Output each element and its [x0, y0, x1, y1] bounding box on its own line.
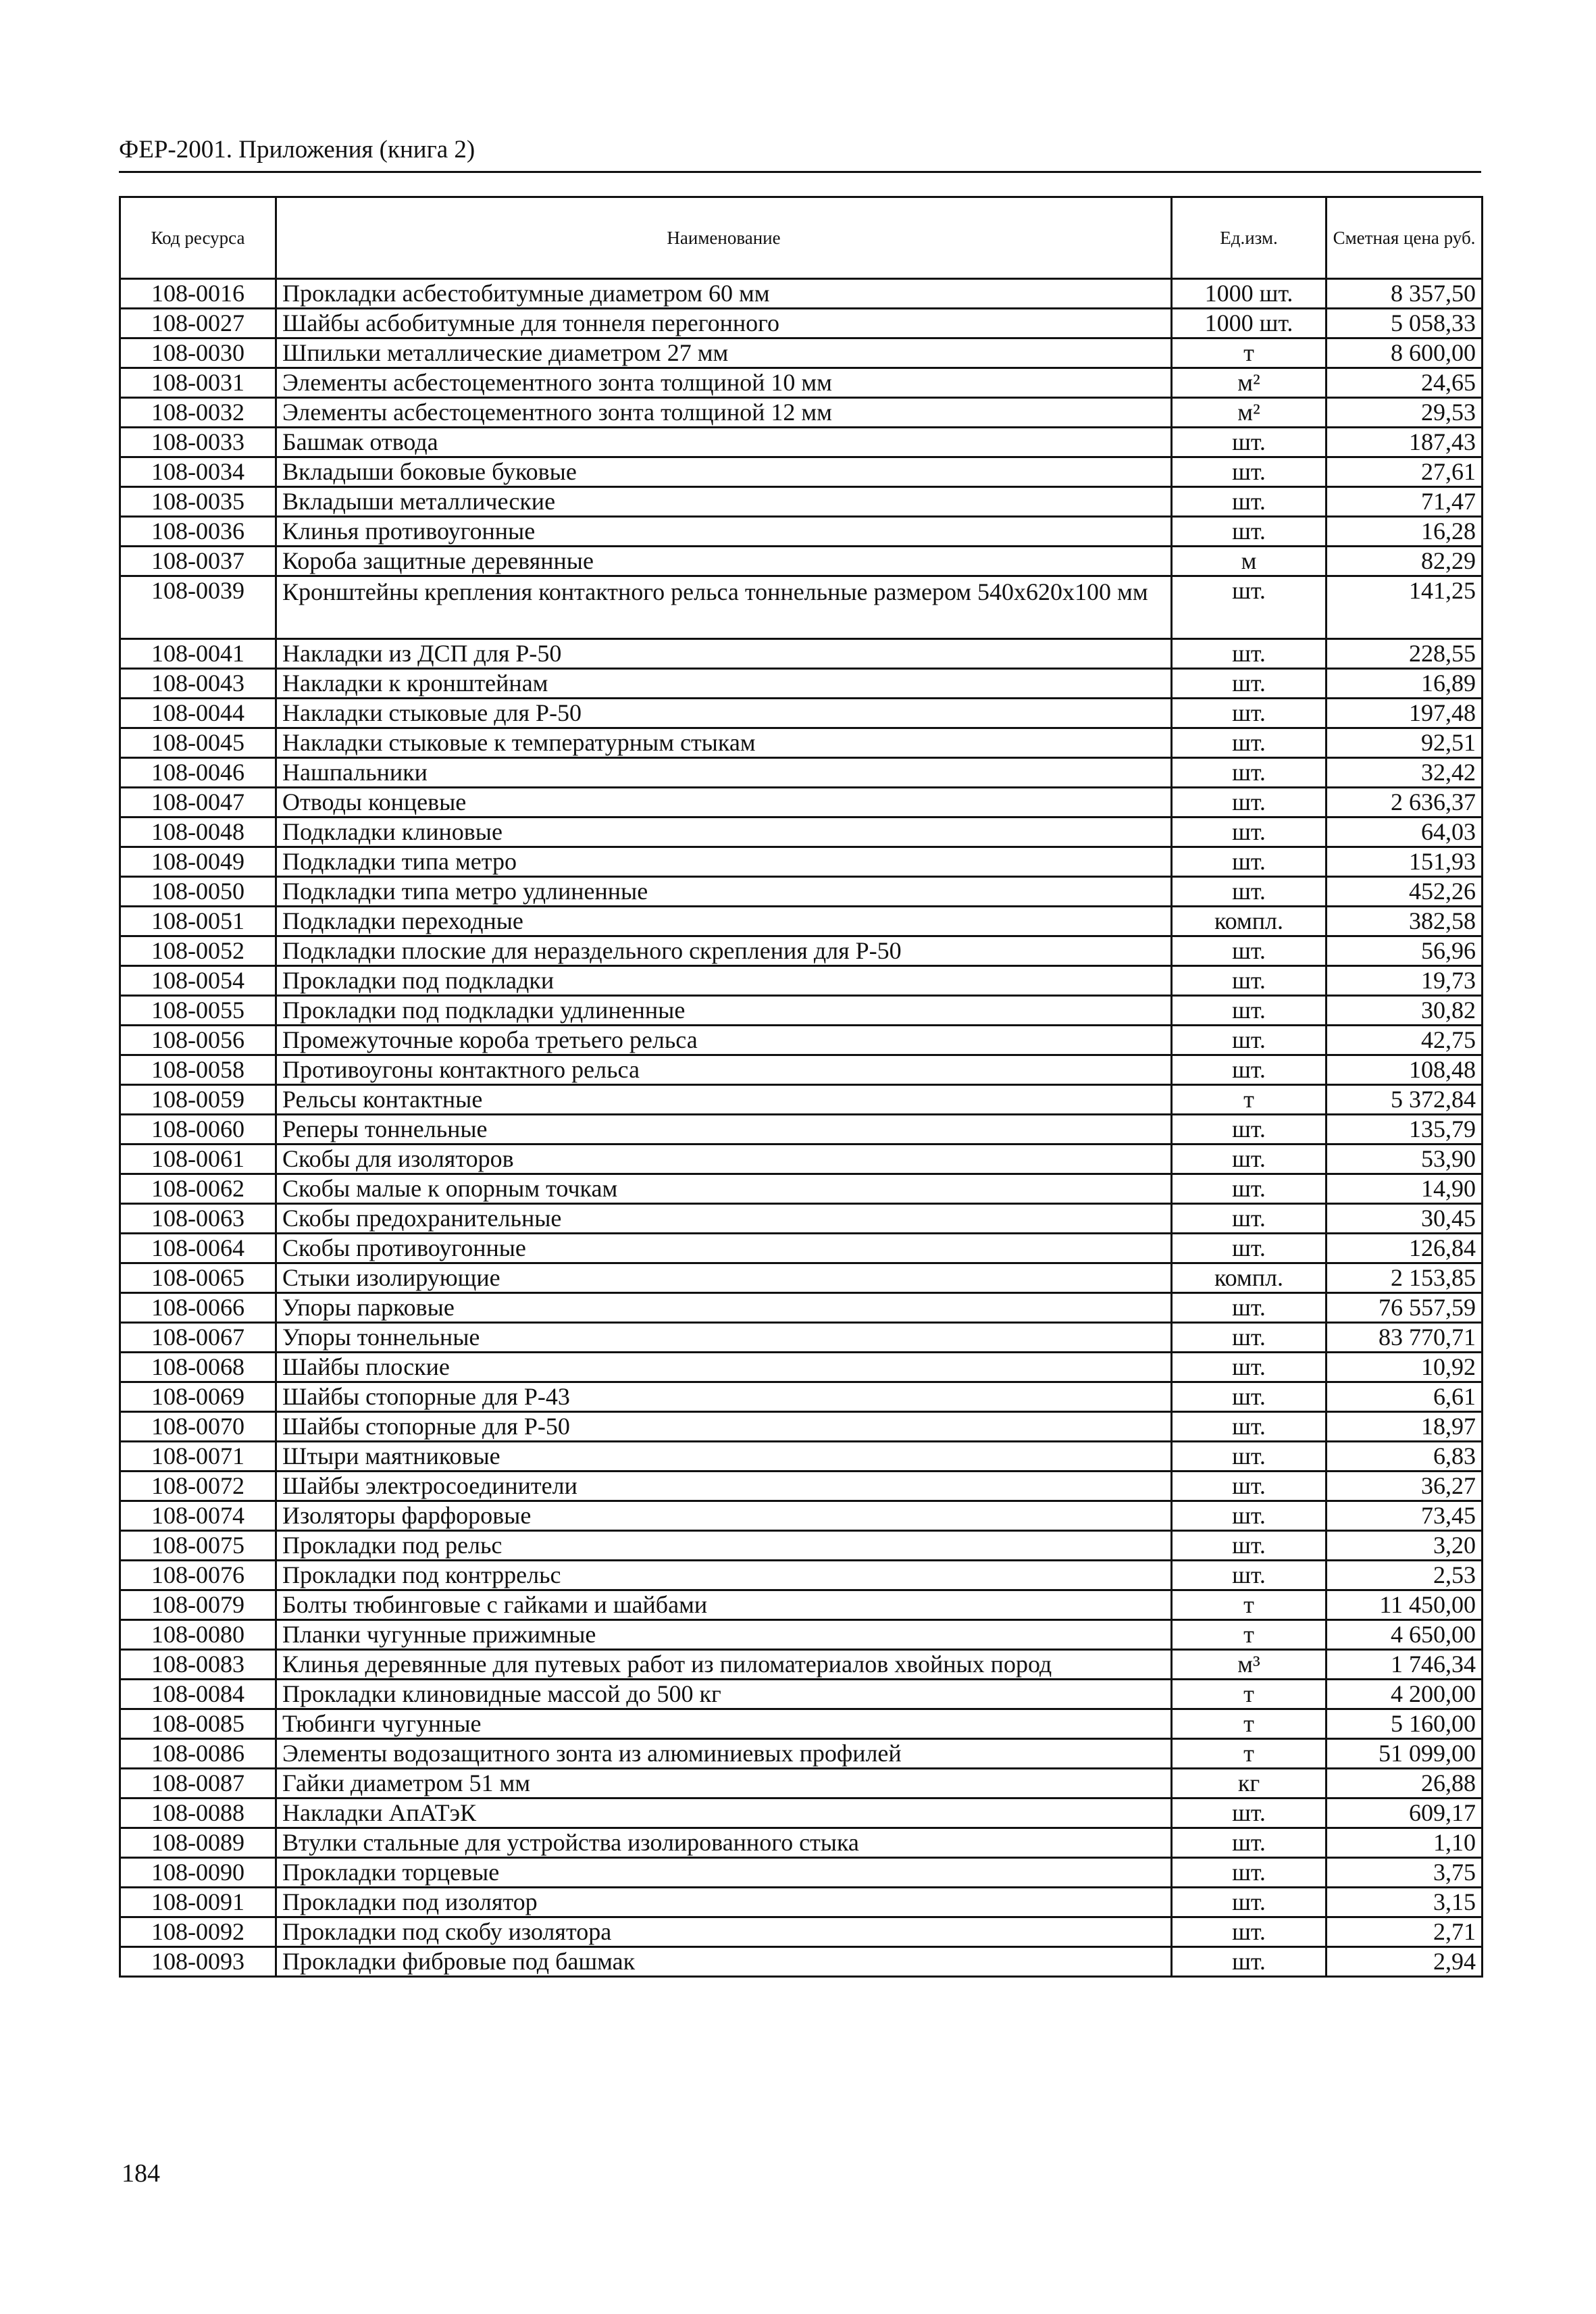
cell-price: 1 746,34	[1327, 1650, 1483, 1680]
cell-code: 108-0088	[120, 1799, 276, 1828]
table-row	[120, 309, 1483, 338]
cell-name: Шайбы асбобитумные для тоннеля перегонного	[276, 309, 1172, 338]
table-row	[120, 457, 1483, 487]
table-row	[120, 1828, 1483, 1858]
table-row	[120, 1947, 1483, 1977]
cell-code: 108-0061	[120, 1145, 276, 1174]
cell-code: 108-0055	[120, 996, 276, 1026]
cell-unit: шт.	[1172, 1947, 1327, 1977]
cell-price: 16,89	[1327, 669, 1483, 699]
cell-unit: шт.	[1172, 1145, 1327, 1174]
cell-name: Кронштейны крепления контактного рельса тоннельные размером 540x620x100 мм	[276, 576, 1172, 639]
table-row	[120, 1799, 1483, 1828]
cell-name: Стыки изолирующие	[276, 1263, 1172, 1293]
cell-code: 108-0090	[120, 1858, 276, 1888]
cell-price: 3,75	[1327, 1858, 1483, 1888]
cell-name: Прокладки под рельс	[276, 1531, 1172, 1561]
cell-price: 151,93	[1327, 847, 1483, 877]
table-row	[120, 1650, 1483, 1680]
cell-unit: м	[1172, 547, 1327, 576]
cell-unit: шт.	[1172, 996, 1327, 1026]
cell-name: Прокладки фибровые под башмак	[276, 1947, 1172, 1977]
cell-code: 108-0044	[120, 699, 276, 728]
cell-code: 108-0058	[120, 1055, 276, 1085]
cell-code: 108-0046	[120, 758, 276, 788]
cell-price: 24,65	[1327, 368, 1483, 398]
cell-code: 108-0056	[120, 1026, 276, 1055]
cell-unit: шт.	[1172, 758, 1327, 788]
cell-name: Изоляторы фарфоровые	[276, 1501, 1172, 1531]
cell-code: 108-0084	[120, 1680, 276, 1709]
table-row	[120, 699, 1483, 728]
cell-unit: шт.	[1172, 1382, 1327, 1412]
table-row	[120, 1709, 1483, 1739]
cell-price: 197,48	[1327, 699, 1483, 728]
cell-price: 2 636,37	[1327, 788, 1483, 818]
cell-code: 108-0072	[120, 1472, 276, 1501]
table-row	[120, 936, 1483, 966]
cell-unit: шт.	[1172, 1799, 1327, 1828]
table-row	[120, 1739, 1483, 1769]
table-row	[120, 877, 1483, 907]
cell-code: 108-0063	[120, 1204, 276, 1234]
table-row	[120, 1026, 1483, 1055]
cell-unit: т	[1172, 338, 1327, 368]
cell-unit: шт.	[1172, 1561, 1327, 1590]
column-header-price: Сметная цена руб.	[1327, 197, 1483, 279]
cell-code: 108-0048	[120, 818, 276, 847]
column-header-code: Код ресурса	[120, 197, 276, 279]
cell-name: Гайки диаметром 51 мм	[276, 1769, 1172, 1799]
cell-name: Шайбы стопорные для Р-43	[276, 1382, 1172, 1412]
cell-name: Скобы предохранительные	[276, 1204, 1172, 1234]
cell-unit: т	[1172, 1590, 1327, 1620]
cell-name: Отводы концевые	[276, 788, 1172, 818]
cell-name: Прокладки асбестобитумные диаметром 60 мм	[276, 279, 1172, 309]
cell-name: Элементы асбестоцементного зонта толщиной 12 мм	[276, 398, 1172, 428]
cell-price: 126,84	[1327, 1234, 1483, 1263]
cell-name: Шайбы электросоединители	[276, 1472, 1172, 1501]
cell-code: 108-0059	[120, 1085, 276, 1115]
cell-price: 26,88	[1327, 1769, 1483, 1799]
cell-code: 108-0060	[120, 1115, 276, 1145]
cell-code: 108-0071	[120, 1442, 276, 1472]
table-row	[120, 1382, 1483, 1412]
table-row	[120, 1204, 1483, 1234]
cell-code: 108-0080	[120, 1620, 276, 1650]
table-row	[120, 966, 1483, 996]
cell-code: 108-0041	[120, 639, 276, 669]
cell-price: 82,29	[1327, 547, 1483, 576]
table-row	[120, 517, 1483, 547]
cell-unit: шт.	[1172, 1055, 1327, 1085]
table-header-row	[120, 197, 1483, 279]
cell-unit: шт.	[1172, 1174, 1327, 1204]
table-row	[120, 818, 1483, 847]
cell-price: 2,71	[1327, 1917, 1483, 1947]
table-row	[120, 1680, 1483, 1709]
cell-code: 108-0091	[120, 1888, 276, 1917]
cell-price: 6,83	[1327, 1442, 1483, 1472]
cell-code: 108-0070	[120, 1412, 276, 1442]
table-row	[120, 1531, 1483, 1561]
cell-unit: шт.	[1172, 1026, 1327, 1055]
table-row	[120, 996, 1483, 1026]
cell-price: 108,48	[1327, 1055, 1483, 1085]
cell-price: 4 200,00	[1327, 1680, 1483, 1709]
cell-name: Тюбинги чугунные	[276, 1709, 1172, 1739]
table-row	[120, 428, 1483, 457]
cell-price: 10,92	[1327, 1353, 1483, 1382]
cell-price: 92,51	[1327, 728, 1483, 758]
table-row	[120, 1888, 1483, 1917]
cell-price: 609,17	[1327, 1799, 1483, 1828]
cell-name: Скобы малые к опорным точкам	[276, 1174, 1172, 1204]
cell-unit: кг	[1172, 1769, 1327, 1799]
cell-name: Башмак отвода	[276, 428, 1172, 457]
column-header-unit: Ед.изм.	[1172, 197, 1327, 279]
cell-unit: шт.	[1172, 1412, 1327, 1442]
cell-price: 27,61	[1327, 457, 1483, 487]
cell-code: 108-0031	[120, 368, 276, 398]
cell-unit: шт.	[1172, 1293, 1327, 1323]
cell-unit: шт.	[1172, 1858, 1327, 1888]
cell-unit: шт.	[1172, 847, 1327, 877]
cell-code: 108-0043	[120, 669, 276, 699]
table-row	[120, 1085, 1483, 1115]
cell-name: Прокладки клиновидные массой до 500 кг	[276, 1680, 1172, 1709]
table-row	[120, 1234, 1483, 1263]
cell-code: 108-0086	[120, 1739, 276, 1769]
cell-code: 108-0036	[120, 517, 276, 547]
cell-name: Планки чугунные прижимные	[276, 1620, 1172, 1650]
cell-unit: шт.	[1172, 1234, 1327, 1263]
table-row	[120, 639, 1483, 669]
cell-code: 108-0034	[120, 457, 276, 487]
cell-price: 30,82	[1327, 996, 1483, 1026]
cell-name: Подкладки клиновые	[276, 818, 1172, 847]
table-row	[120, 1353, 1483, 1382]
cell-price: 73,45	[1327, 1501, 1483, 1531]
cell-name: Клинья противоугонные	[276, 517, 1172, 547]
cell-name: Элементы асбестоцементного зонта толщиной 10 мм	[276, 368, 1172, 398]
cell-unit: шт.	[1172, 1888, 1327, 1917]
cell-name: Упоры парковые	[276, 1293, 1172, 1323]
cell-name: Рельсы контактные	[276, 1085, 1172, 1115]
cell-unit: шт.	[1172, 1501, 1327, 1531]
cell-code: 108-0062	[120, 1174, 276, 1204]
cell-price: 452,26	[1327, 877, 1483, 907]
cell-name: Шпильки металлические диаметром 27 мм	[276, 338, 1172, 368]
cell-code: 108-0051	[120, 907, 276, 936]
cell-unit: шт.	[1172, 699, 1327, 728]
cell-price: 42,75	[1327, 1026, 1483, 1055]
cell-name: Прокладки под скобу изолятора	[276, 1917, 1172, 1947]
cell-unit: шт.	[1172, 966, 1327, 996]
table-row	[120, 1561, 1483, 1590]
cell-unit: шт.	[1172, 457, 1327, 487]
cell-code: 108-0068	[120, 1353, 276, 1382]
cell-price: 5 160,00	[1327, 1709, 1483, 1739]
cell-name: Накладки АпАТэК	[276, 1799, 1172, 1828]
cell-name: Нашпальники	[276, 758, 1172, 788]
resource-price-table	[119, 196, 1483, 1978]
page-number: 184	[122, 2159, 160, 2188]
cell-price: 2 153,85	[1327, 1263, 1483, 1293]
cell-code: 108-0093	[120, 1947, 276, 1977]
cell-name: Вкладыши металлические	[276, 487, 1172, 517]
cell-name: Шайбы стопорные для Р-50	[276, 1412, 1172, 1442]
cell-price: 3,15	[1327, 1888, 1483, 1917]
cell-unit: т	[1172, 1680, 1327, 1709]
table-row	[120, 1293, 1483, 1323]
cell-unit: т	[1172, 1739, 1327, 1769]
table-row	[120, 758, 1483, 788]
cell-name: Шайбы плоские	[276, 1353, 1172, 1382]
table-row	[120, 1472, 1483, 1501]
cell-code: 108-0027	[120, 309, 276, 338]
cell-code: 108-0079	[120, 1590, 276, 1620]
cell-price: 6,61	[1327, 1382, 1483, 1412]
table-row	[120, 669, 1483, 699]
cell-price: 187,43	[1327, 428, 1483, 457]
cell-code: 108-0049	[120, 847, 276, 877]
cell-unit: шт.	[1172, 1204, 1327, 1234]
table-row	[120, 338, 1483, 368]
cell-name: Накладки стыковые к температурным стыкам	[276, 728, 1172, 758]
cell-code: 108-0037	[120, 547, 276, 576]
cell-unit: 1000 шт.	[1172, 309, 1327, 338]
table-row	[120, 398, 1483, 428]
table-row	[120, 1263, 1483, 1293]
table-row	[120, 1145, 1483, 1174]
cell-price: 83 770,71	[1327, 1323, 1483, 1353]
cell-price: 29,53	[1327, 398, 1483, 428]
table-row	[120, 547, 1483, 576]
cell-unit: шт.	[1172, 818, 1327, 847]
cell-name: Подкладки плоские для нераздельного скрепления для Р-50	[276, 936, 1172, 966]
table-row	[120, 487, 1483, 517]
cell-name: Элементы водозащитного зонта из алюминиевых профилей	[276, 1739, 1172, 1769]
cell-name: Прокладки под контррельс	[276, 1561, 1172, 1590]
table-row	[120, 1174, 1483, 1204]
cell-price: 382,58	[1327, 907, 1483, 936]
cell-price: 141,25	[1327, 576, 1483, 639]
cell-code: 108-0075	[120, 1531, 276, 1561]
cell-price: 228,55	[1327, 639, 1483, 669]
table-row	[120, 1323, 1483, 1353]
cell-price: 16,28	[1327, 517, 1483, 547]
cell-code: 108-0074	[120, 1501, 276, 1531]
cell-code: 108-0033	[120, 428, 276, 457]
cell-unit: т	[1172, 1620, 1327, 1650]
cell-price: 30,45	[1327, 1204, 1483, 1234]
cell-name: Скобы противоугонные	[276, 1234, 1172, 1263]
cell-name: Короба защитные деревянные	[276, 547, 1172, 576]
cell-price: 51 099,00	[1327, 1739, 1483, 1769]
cell-name: Промежуточные короба третьего рельса	[276, 1026, 1172, 1055]
table-row	[120, 279, 1483, 309]
cell-price: 18,97	[1327, 1412, 1483, 1442]
cell-unit: шт.	[1172, 639, 1327, 669]
cell-name: Прокладки под подкладки удлиненные	[276, 996, 1172, 1026]
cell-code: 108-0085	[120, 1709, 276, 1739]
cell-code: 108-0030	[120, 338, 276, 368]
cell-unit: 1000 шт.	[1172, 279, 1327, 309]
page-header-title: ФЕР-2001. Приложения (книга 2)	[119, 136, 475, 164]
table-row	[120, 728, 1483, 758]
cell-price: 53,90	[1327, 1145, 1483, 1174]
table-row	[120, 1917, 1483, 1947]
cell-code: 108-0064	[120, 1234, 276, 1263]
cell-unit: компл.	[1172, 907, 1327, 936]
cell-unit: шт.	[1172, 669, 1327, 699]
cell-price: 5 372,84	[1327, 1085, 1483, 1115]
cell-price: 56,96	[1327, 936, 1483, 966]
cell-name: Втулки стальные для устройства изолированного стыка	[276, 1828, 1172, 1858]
cell-name: Подкладки переходные	[276, 907, 1172, 936]
cell-code: 108-0089	[120, 1828, 276, 1858]
cell-name: Штыри маятниковые	[276, 1442, 1172, 1472]
cell-unit: шт.	[1172, 1828, 1327, 1858]
cell-name: Прокладки под изолятор	[276, 1888, 1172, 1917]
cell-code: 108-0076	[120, 1561, 276, 1590]
cell-name: Скобы для изоляторов	[276, 1145, 1172, 1174]
cell-unit: шт.	[1172, 1531, 1327, 1561]
cell-price: 135,79	[1327, 1115, 1483, 1145]
cell-price: 64,03	[1327, 818, 1483, 847]
cell-code: 108-0069	[120, 1382, 276, 1412]
cell-unit: шт.	[1172, 1323, 1327, 1353]
cell-price: 8 357,50	[1327, 279, 1483, 309]
table-row	[120, 1115, 1483, 1145]
cell-price: 1,10	[1327, 1828, 1483, 1858]
cell-unit: м²	[1172, 398, 1327, 428]
table-row	[120, 368, 1483, 398]
cell-code: 108-0047	[120, 788, 276, 818]
cell-price: 11 450,00	[1327, 1590, 1483, 1620]
cell-code: 108-0039	[120, 576, 276, 639]
cell-code: 108-0050	[120, 877, 276, 907]
table-row	[120, 847, 1483, 877]
cell-code: 108-0054	[120, 966, 276, 996]
cell-unit: шт.	[1172, 877, 1327, 907]
cell-name: Прокладки торцевые	[276, 1858, 1172, 1888]
cell-code: 108-0087	[120, 1769, 276, 1799]
cell-price: 3,20	[1327, 1531, 1483, 1561]
cell-unit: шт.	[1172, 576, 1327, 639]
table-row	[120, 1442, 1483, 1472]
cell-code: 108-0016	[120, 279, 276, 309]
cell-unit: шт.	[1172, 1917, 1327, 1947]
cell-unit: м²	[1172, 368, 1327, 398]
cell-name: Подкладки типа метро	[276, 847, 1172, 877]
cell-unit: шт.	[1172, 517, 1327, 547]
cell-unit: шт.	[1172, 936, 1327, 966]
cell-unit: шт.	[1172, 428, 1327, 457]
table-row	[120, 1501, 1483, 1531]
cell-name: Клинья деревянные для путевых работ из пиломатериалов хвойных пород	[276, 1650, 1172, 1680]
cell-unit: компл.	[1172, 1263, 1327, 1293]
cell-unit: шт.	[1172, 487, 1327, 517]
cell-unit: т	[1172, 1709, 1327, 1739]
table-row	[120, 788, 1483, 818]
cell-price: 2,53	[1327, 1561, 1483, 1590]
cell-unit: шт.	[1172, 1353, 1327, 1382]
table-row	[120, 1412, 1483, 1442]
cell-name: Прокладки под подкладки	[276, 966, 1172, 996]
cell-code: 108-0035	[120, 487, 276, 517]
cell-name: Подкладки типа метро удлиненные	[276, 877, 1172, 907]
table-row	[120, 907, 1483, 936]
cell-name: Упоры тоннельные	[276, 1323, 1172, 1353]
cell-unit: м³	[1172, 1650, 1327, 1680]
cell-unit: т	[1172, 1085, 1327, 1115]
cell-price: 32,42	[1327, 758, 1483, 788]
table-row	[120, 576, 1483, 639]
cell-name: Болты тюбинговые с гайками и шайбами	[276, 1590, 1172, 1620]
cell-code: 108-0052	[120, 936, 276, 966]
cell-price: 14,90	[1327, 1174, 1483, 1204]
table-row	[120, 1858, 1483, 1888]
cell-unit: шт.	[1172, 1115, 1327, 1145]
cell-code: 108-0092	[120, 1917, 276, 1947]
cell-code: 108-0083	[120, 1650, 276, 1680]
cell-name: Реперы тоннельные	[276, 1115, 1172, 1145]
cell-price: 19,73	[1327, 966, 1483, 996]
cell-code: 108-0045	[120, 728, 276, 758]
cell-name: Накладки стыковые для Р-50	[276, 699, 1172, 728]
cell-name: Накладки к кронштейнам	[276, 669, 1172, 699]
cell-code: 108-0067	[120, 1323, 276, 1353]
cell-code: 108-0065	[120, 1263, 276, 1293]
table-row	[120, 1769, 1483, 1799]
cell-price: 71,47	[1327, 487, 1483, 517]
table-row	[120, 1590, 1483, 1620]
table-row	[120, 1055, 1483, 1085]
column-header-name: Наименование	[276, 197, 1172, 279]
cell-name: Накладки из ДСП для Р-50	[276, 639, 1172, 669]
cell-code: 108-0066	[120, 1293, 276, 1323]
cell-code: 108-0032	[120, 398, 276, 428]
cell-name: Противоугоны контактного рельса	[276, 1055, 1172, 1085]
cell-unit: шт.	[1172, 728, 1327, 758]
cell-unit: шт.	[1172, 1472, 1327, 1501]
cell-price: 4 650,00	[1327, 1620, 1483, 1650]
cell-unit: шт.	[1172, 1442, 1327, 1472]
cell-price: 5 058,33	[1327, 309, 1483, 338]
cell-name: Вкладыши боковые буковые	[276, 457, 1172, 487]
table-body	[120, 279, 1483, 1977]
cell-price: 8 600,00	[1327, 338, 1483, 368]
cell-price: 36,27	[1327, 1472, 1483, 1501]
cell-price: 76 557,59	[1327, 1293, 1483, 1323]
header-divider	[119, 171, 1481, 173]
table-header	[120, 197, 1483, 279]
table-row	[120, 1620, 1483, 1650]
cell-unit: шт.	[1172, 788, 1327, 818]
cell-price: 2,94	[1327, 1947, 1483, 1977]
